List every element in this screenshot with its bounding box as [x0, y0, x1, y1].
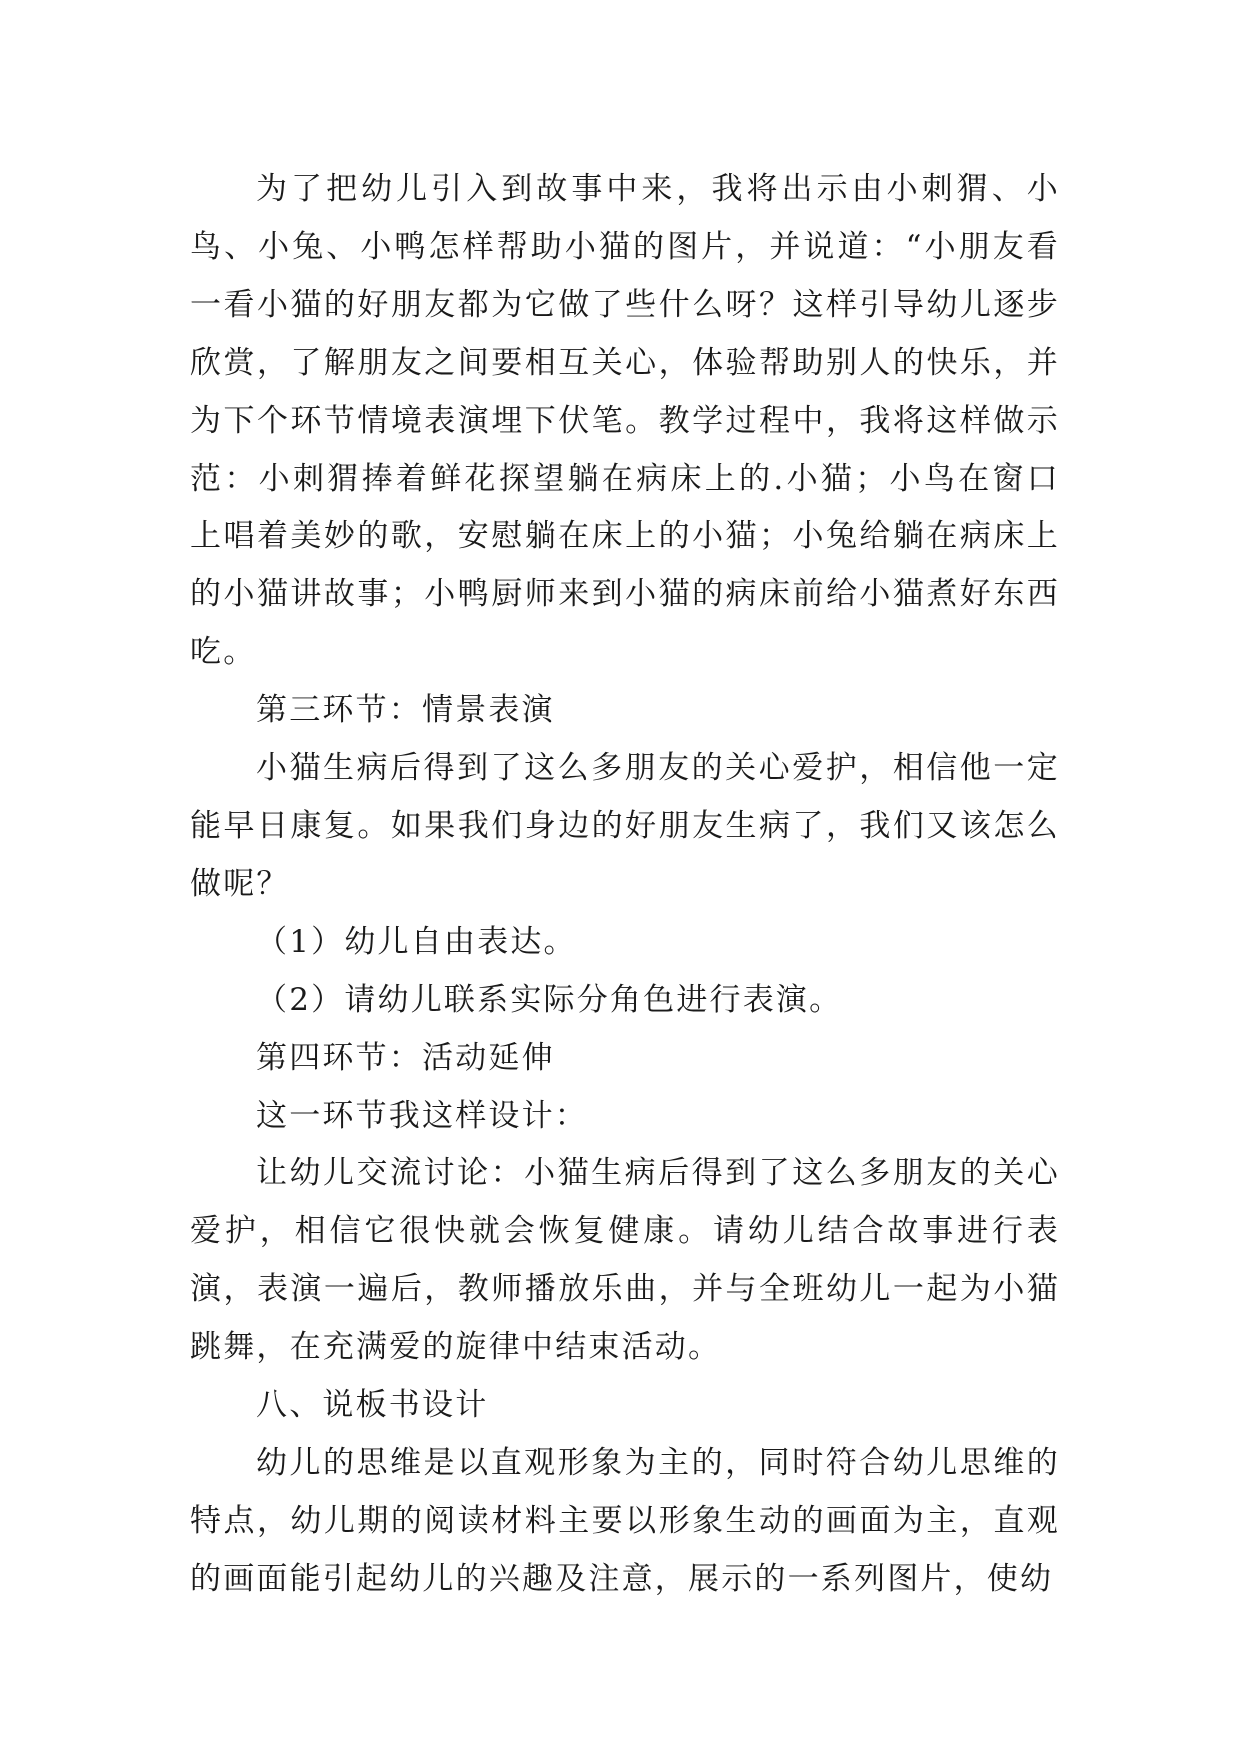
document-body — [190, 161, 1060, 1609]
heading-section-three: 第三环节：情景表演 — [256, 692, 555, 729]
heading-section-four: 第四环节：活动延伸 — [256, 1039, 555, 1076]
paragraph-board-design: 幼儿的思维是以直观形象为主的，同时符合幼儿思维的特点，幼儿期的阅读材料主要以形象生动的画面为主，直观的画面能引起幼儿的兴趣及注意，展示的一系列图片，使幼 — [190, 1444, 1060, 1597]
list-item-1: （1）幼儿自由表达。 — [256, 923, 577, 960]
list-item-2: （2）请幼儿联系实际分角色进行表演。 — [256, 981, 843, 1018]
paragraph-story-intro: 为了把幼儿引入到故事中来，我将出示由小刺猬、小鸟、小兔、小鸭怎样帮助小猫的图片，并说道：“小朋友看一看小猫的好朋友都为它做了些什么呀？这样引导幼儿逐步欣赏，了解朋友之间要相互关心，体验帮助别人的快乐，并为下个环节情境表演埋下伏笔。教学过程中，我将这样做示范：小刺猬捧着鲜花探望躺在病床上的.小猫；小鸟在窗口上唱着美妙的歌，安慰躺在床上的小猫；小兔给躺在病床上的小猫讲故事；小鸭厨师来到小猫的病床前给小猫煮好东西吃。 — [190, 171, 1060, 671]
paragraph-design-intro: 这一环节我这样设计： — [256, 1097, 588, 1134]
heading-board-design: 八、说板书设计 — [256, 1387, 489, 1424]
paragraph-discussion: 让幼儿交流讨论：小猫生病后得到了这么多朋友的关心爱护，相信它很快就会恢复健康。请幼儿结合故事进行表演，表演一遍后，教师播放乐曲，并与全班幼儿一起为小猫跳舞，在充满爱的旋律中结束活动。 — [190, 1155, 1060, 1366]
paragraph-section-three: 小猫生病后得到了这么多朋友的关心爱护，相信他一定能早日康复。如果我们身边的好朋友生病了，我们又该怎么做呢？ — [190, 750, 1060, 902]
